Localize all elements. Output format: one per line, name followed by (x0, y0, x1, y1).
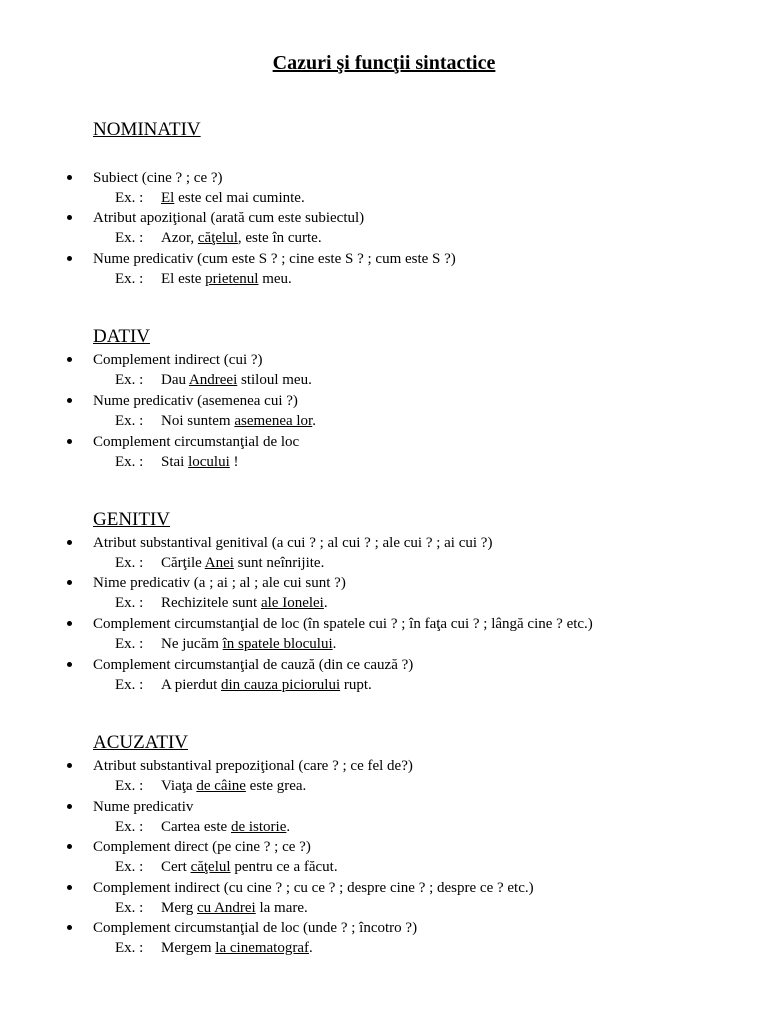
list-item-label: Atribut substantival genitival (a cui ? ; al cui ? ; ale cui ? ; ai cui ?) (93, 535, 493, 551)
example-prefix: Ex. : (115, 940, 144, 956)
example-text-before: Azor, (161, 230, 198, 246)
example-text-after: meu. (258, 271, 292, 287)
list-item-label: Complement circumstanţial de cauză (din ce cauză ?) (93, 657, 414, 673)
example-prefix: Ex. : (115, 230, 144, 246)
example-line (115, 938, 313, 958)
example-prefix: Ex. : (115, 372, 144, 388)
example-line (115, 857, 338, 877)
list-item-label: Nume predicativ (asemenea cui ?) (93, 393, 298, 409)
example-prefix: Ex. : (115, 677, 144, 693)
bullet-icon (67, 432, 75, 440)
bullet-icon (67, 533, 75, 541)
example-underlined-word: Anei (204, 555, 234, 571)
example-text-after: rupt. (340, 677, 372, 693)
example-line (115, 411, 316, 431)
example-underlined-word: asemenea lor (234, 413, 313, 429)
example-text-before: Mergem (161, 940, 216, 956)
example-underlined-word: locului (188, 454, 230, 470)
example-text-after: la mare. (255, 900, 308, 916)
example-underlined-word: ale Ionelei (260, 595, 324, 611)
list-item-label: Complement circumstanţial de loc (unde ? ; încotro ?) (93, 920, 418, 936)
example-text-before: Stai (161, 454, 189, 470)
section-heading-genitiv: GENITIV (93, 509, 171, 530)
example-underlined-word: din cauza piciorului (221, 677, 341, 693)
example-prefix: Ex. : (115, 859, 144, 875)
example-text-before: Dau (161, 372, 189, 388)
list-item-label: Nume predicativ (93, 799, 194, 815)
example-text-before: Rechizitele sunt (161, 595, 261, 611)
example-underlined-word: căţelul (197, 230, 238, 246)
example-text-before: Cartea este (161, 819, 231, 835)
example-line (115, 269, 292, 289)
example-line (115, 370, 312, 390)
page-title: Cazuri şi funcţii sintactice (272, 52, 496, 74)
bullet-icon (67, 797, 75, 805)
example-underlined-word: cu Andrei (196, 900, 256, 916)
example-text-after: stiloul meu. (237, 372, 312, 388)
example-underlined-word: în spatele blocului (222, 636, 333, 652)
example-line (115, 675, 372, 695)
example-prefix: Ex. : (115, 413, 144, 429)
list-item-label: Subiect (cine ? ; ce ?) (93, 170, 223, 186)
bullet-icon (67, 756, 75, 764)
example-prefix: Ex. : (115, 778, 144, 794)
example-prefix: Ex. : (115, 636, 144, 652)
example-underlined-word: prietenul (205, 271, 259, 287)
example-text-after: , este în curte. (237, 230, 322, 246)
example-text-after: . (309, 940, 313, 956)
bullet-icon (67, 614, 75, 622)
example-line (115, 188, 305, 208)
example-underlined-word: căţelul (190, 859, 231, 875)
example-text-before: Ne jucăm (161, 636, 223, 652)
example-prefix: Ex. : (115, 271, 144, 287)
bullet-icon (67, 655, 75, 663)
bullet-icon (67, 837, 75, 845)
list-item-label: Atribut substantival prepoziţional (care ? ; ce fel de?) (93, 758, 413, 774)
bullet-icon (67, 878, 75, 886)
bullet-icon (67, 168, 75, 176)
example-underlined-word: Andreei (188, 372, 238, 388)
example-text-after: . (286, 819, 291, 835)
bullet-icon (67, 391, 75, 399)
example-line (115, 452, 239, 472)
bullet-icon (67, 573, 75, 581)
example-text-before: Merg (161, 900, 197, 916)
bullet-icon (67, 918, 75, 926)
example-prefix: Ex. : (115, 454, 144, 470)
example-line (115, 898, 308, 918)
bullet-icon (67, 249, 75, 257)
example-line (115, 593, 328, 613)
list-item-label: Complement indirect (cui ?) (93, 352, 263, 368)
section-heading-acuzativ: ACUZATIV (93, 732, 188, 753)
example-text-after: pentru ce a făcut. (230, 859, 338, 875)
list-item-label: Atribut apoziţional (arată cum este subiectul) (93, 210, 365, 226)
list-item-label: Complement direct (pe cine ? ; ce ?) (93, 839, 311, 855)
example-line (115, 228, 322, 248)
example-prefix: Ex. : (115, 900, 144, 916)
example-underlined-word: de câine (196, 778, 246, 794)
example-text-before: Cert (161, 859, 191, 875)
example-text-before: Viaţa (161, 778, 197, 794)
example-prefix: Ex. : (115, 595, 144, 611)
example-text-after: . (332, 636, 337, 652)
example-text-before: El este (161, 271, 206, 287)
bullet-icon (67, 208, 75, 216)
example-text-after: este cel mai cuminte. (174, 190, 305, 206)
example-text-after: . (312, 413, 316, 429)
example-text-before: Noi suntem (161, 413, 235, 429)
example-line (115, 553, 324, 573)
list-item-label: Complement circumstanţial de loc (93, 434, 300, 450)
section-heading-nominativ: NOMINATIV (93, 119, 201, 140)
example-text-after: sunt neînrijite. (233, 555, 325, 571)
example-text-after: . (323, 595, 328, 611)
example-underlined-word: la cinematograf (215, 940, 309, 956)
example-line (115, 817, 290, 837)
example-underlined-word: El (161, 190, 175, 206)
example-prefix: Ex. : (115, 555, 144, 571)
example-text-before: Cărţile (161, 555, 205, 571)
bullet-icon (67, 350, 75, 358)
list-item-label: Nime predicativ (a ; ai ; al ; ale cui sunt ?) (93, 575, 346, 591)
example-prefix: Ex. : (115, 819, 144, 835)
list-item-label: Nume predicativ (cum este S ? ; cine este S ? ; cum este S ?) (93, 251, 456, 267)
example-line (115, 634, 336, 654)
example-text-after: ! (229, 454, 239, 470)
list-item-label: Complement circumstanţial de loc (în spatele cui ? ; în faţa cui ? ; lângă cine ? etc.) (93, 616, 593, 632)
example-underlined-word: de istorie (230, 819, 287, 835)
example-text-before: A pierdut (161, 677, 221, 693)
example-prefix: Ex. : (115, 190, 144, 206)
list-item-label: Complement indirect (cu cine ? ; cu ce ? ; despre cine ? ; despre ce ? etc.) (93, 880, 534, 896)
example-text-after: este grea. (245, 778, 307, 794)
section-heading-dativ: DATIV (93, 326, 150, 347)
example-line (115, 776, 306, 796)
